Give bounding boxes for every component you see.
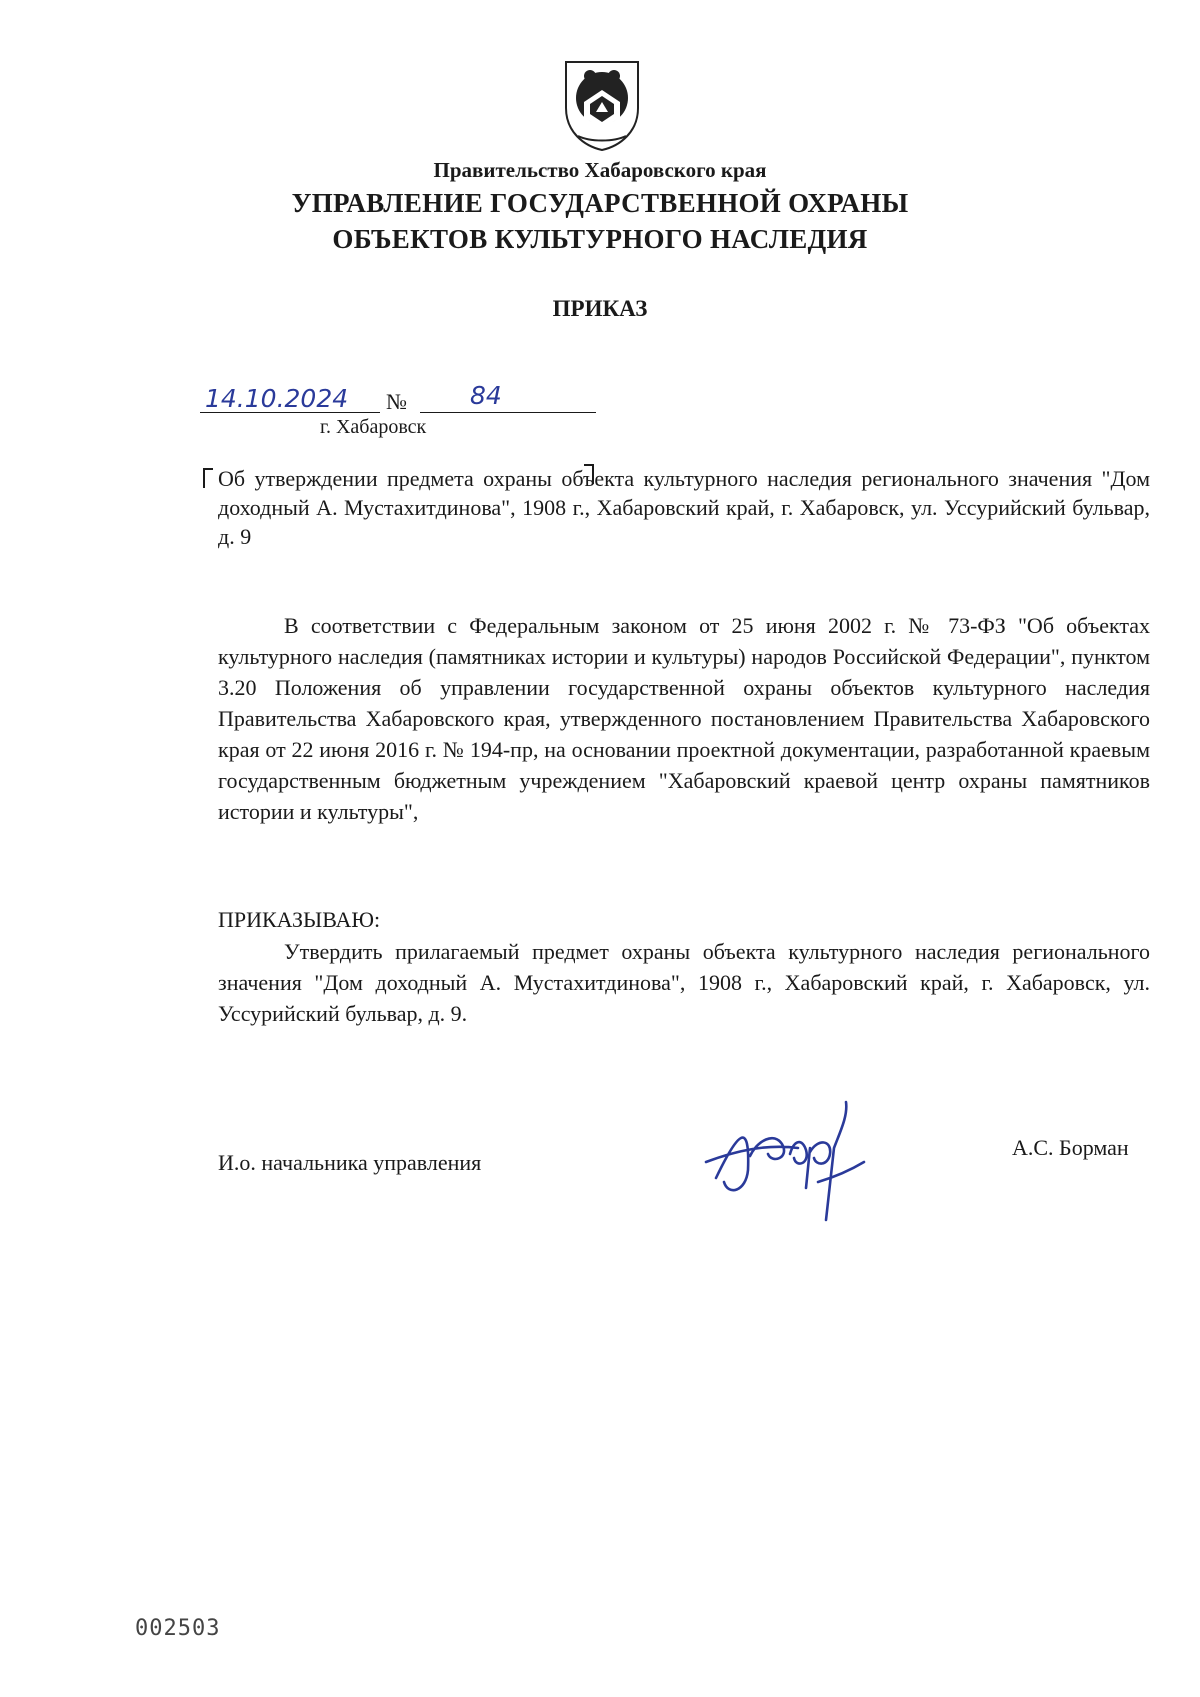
coat-of-arms-icon: [560, 56, 644, 152]
resolution-paragraph: Утвердить прилагаемый предмет охраны объекта культурного наследия регионального значения "Дом доходный А. Мустахитдинова", 1908 г., Хабаровский край, г. Хабаровск, ул. Уссурийский бульвар, д. 9.: [218, 939, 1150, 1026]
signatory-position: И.о. начальника управления: [218, 1150, 482, 1175]
date-underline: [200, 412, 380, 413]
city: г. Хабаровск: [320, 416, 427, 438]
number-sign: №: [386, 389, 407, 414]
subject-bracket-left: [203, 468, 213, 488]
order-date: 14.10.2024: [205, 384, 349, 413]
government-name: Правительство Хабаровского края: [433, 158, 767, 182]
order-word: ПРИКАЗЫВАЮ:: [218, 907, 381, 932]
number-underline: [420, 412, 596, 413]
order-subject: Об утверждении предмета охраны объекта культурного наследия регионального значения "Дом доходный А. Мустахитдинова", 1908 г., Хабаровский край, г. Хабаровск, ул. Уссурийский бульвар, д. 9: [218, 466, 1150, 549]
department-name-line1: УПРАВЛЕНИЕ ГОСУДАРСТВЕННОЙ ОХРАНЫ: [291, 188, 909, 218]
preamble-paragraph: В соответствии с Федеральным законом от 25 июня 2002 г. № 73-ФЗ "Об объектах культурного наследия (памятниках истории и культуры) народов Российской Федерации", пунктом 3.20 Положения об управлении государственной охраны объектов культурного наследия Правительства Хабаровского края, утвержденного постановлением Правительства Хабаровского края от 22 июня 2016 г. № 194-пр, на основании проектной документации, разработанной краевым государственным бюджетным учреждением "Хабаровский краевой центр охраны памятников истории и культуры",: [218, 613, 1150, 824]
document-serial-number: 002503: [135, 1616, 221, 1641]
order-number: 84: [470, 381, 502, 410]
department-name-line2: ОБЪЕКТОВ КУЛЬТУРНОГО НАСЛЕДИЯ: [332, 224, 868, 254]
signatory-name: А.С. Борман: [1012, 1135, 1129, 1160]
handwritten-signature: [698, 1092, 868, 1222]
document-type: ПРИКАЗ: [552, 296, 648, 321]
